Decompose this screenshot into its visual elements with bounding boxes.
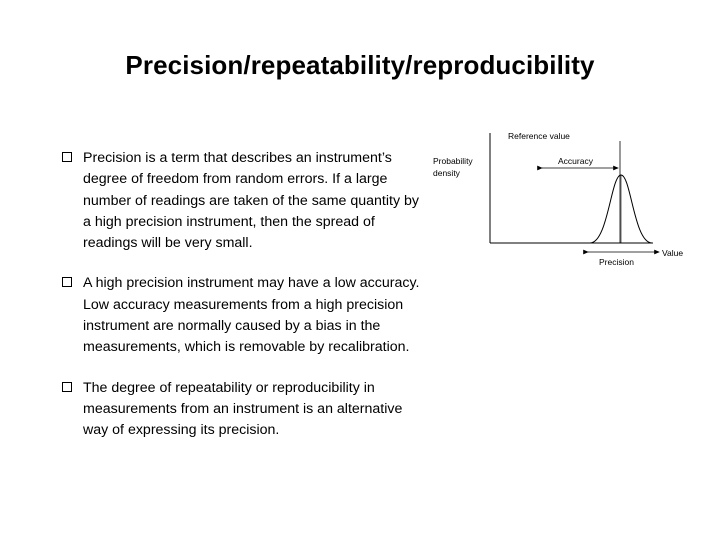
bullet-item (62, 378, 420, 442)
bullet-item (62, 273, 420, 358)
bullet-text: The degree of repeatability or reproducibility in measurements from an instrument is an alternative way of expressing its precision. (83, 379, 403, 439)
bullet-item (62, 148, 420, 254)
bullet-text: A high precision instrument may have a low accuracy. Low accuracy measurements from a high precision instrument are normally caused by a bias in the measurements, which is removable by recalibration. (83, 275, 420, 356)
accuracy-label: Accuracy (558, 156, 593, 166)
square-bullet-icon (62, 152, 72, 162)
value-label: Value (662, 248, 684, 258)
density-label: density (433, 168, 460, 178)
precision-accuracy-diagram (425, 125, 695, 275)
slide-title: Precision/repeatability/reproducibility (125, 50, 595, 80)
precision-label: Precision (599, 257, 634, 267)
bullet-list (62, 148, 420, 461)
square-bullet-icon (62, 277, 72, 287)
square-bullet-icon (62, 382, 72, 392)
bullet-text: Precision is a term that describes an instrument’s degree of freedom from random errors. If a large number of readings are taken of the same quantity by a high precision instrument, then the spread of readings will be very small. (83, 150, 419, 252)
probability-label: Probability (433, 156, 473, 166)
reference-value-label: Reference value (508, 131, 570, 141)
